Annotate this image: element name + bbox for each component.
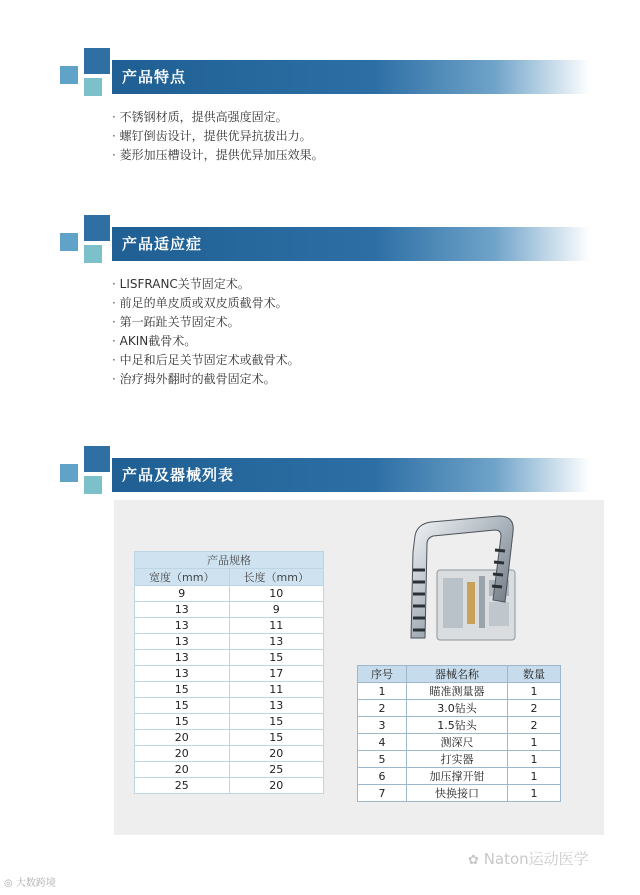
tools-header-index: 序号 bbox=[358, 666, 407, 683]
table-cell: 1 bbox=[508, 734, 561, 751]
wechat-icon: ✿ bbox=[468, 853, 479, 868]
table-cell: 20 bbox=[135, 762, 230, 778]
table-row bbox=[135, 778, 324, 794]
table-row bbox=[135, 746, 324, 762]
table-cell: 13 bbox=[135, 602, 230, 618]
table-cell: 13 bbox=[135, 650, 230, 666]
table-row bbox=[135, 682, 324, 698]
table-cell: 2 bbox=[508, 700, 561, 717]
table-cell: 加压撑开钳 bbox=[407, 768, 508, 785]
table-row bbox=[358, 768, 561, 785]
table-row bbox=[358, 751, 561, 768]
table-cell: 1.5钻头 bbox=[407, 717, 508, 734]
table-cell: 13 bbox=[229, 698, 324, 714]
table-cell: 15 bbox=[229, 650, 324, 666]
table-cell: 13 bbox=[135, 634, 230, 650]
list-item: · AKIN截骨术。 bbox=[112, 332, 300, 351]
table-cell: 9 bbox=[135, 586, 230, 602]
corner-logo bbox=[4, 874, 56, 889]
table-row bbox=[135, 714, 324, 730]
table-row bbox=[135, 730, 324, 746]
section-title: 产品特点 bbox=[122, 68, 187, 86]
table-cell: 3 bbox=[358, 717, 407, 734]
table-row bbox=[135, 762, 324, 778]
spec-table-title: 产品规格 bbox=[135, 552, 324, 569]
table-row bbox=[358, 785, 561, 802]
table-cell: 20 bbox=[229, 746, 324, 762]
table-cell: 10 bbox=[229, 586, 324, 602]
section-decoration bbox=[60, 215, 112, 267]
table-cell: 17 bbox=[229, 666, 324, 682]
section-decoration bbox=[60, 48, 112, 100]
table-cell: 4 bbox=[358, 734, 407, 751]
table-cell: 15 bbox=[229, 730, 324, 746]
table-cell: 2 bbox=[508, 717, 561, 734]
table-row bbox=[358, 734, 561, 751]
tools-header-name: 器械名称 bbox=[407, 666, 508, 683]
table-row bbox=[135, 666, 324, 682]
table-cell: 1 bbox=[508, 683, 561, 700]
table-cell: 15 bbox=[229, 714, 324, 730]
table-cell: 5 bbox=[358, 751, 407, 768]
table-cell: 15 bbox=[135, 682, 230, 698]
table-cell: 13 bbox=[229, 634, 324, 650]
table-cell: 快换接口 bbox=[407, 785, 508, 802]
table-cell: 20 bbox=[135, 730, 230, 746]
table-cell: 15 bbox=[135, 698, 230, 714]
watermark-text: Naton运动医学 bbox=[483, 850, 589, 868]
section-title: 产品适应症 bbox=[122, 235, 203, 253]
staple-product-image bbox=[395, 510, 545, 650]
section-header-band bbox=[112, 60, 590, 94]
table-cell: 1 bbox=[508, 768, 561, 785]
watermark bbox=[468, 848, 589, 869]
table-cell: 15 bbox=[135, 714, 230, 730]
table-row bbox=[135, 586, 324, 602]
table-cell: 1 bbox=[508, 785, 561, 802]
list-item: · 中足和后足关节固定术或截骨术。 bbox=[112, 351, 300, 370]
table-cell: 25 bbox=[135, 778, 230, 794]
table-cell: 11 bbox=[229, 618, 324, 634]
table-row bbox=[135, 650, 324, 666]
table-cell: 13 bbox=[135, 618, 230, 634]
table-row bbox=[135, 618, 324, 634]
features-list bbox=[112, 108, 324, 165]
list-item: · 第一跖趾关节固定术。 bbox=[112, 313, 300, 332]
section-header-band bbox=[112, 227, 590, 261]
list-item: · 菱形加压槽设计，提供优异加压效果。 bbox=[112, 146, 324, 165]
table-cell: 11 bbox=[229, 682, 324, 698]
table-cell: 25 bbox=[229, 762, 324, 778]
list-item: · LISFRANC关节固定术。 bbox=[112, 275, 300, 294]
list-item: · 前足的单皮质或双皮质截骨术。 bbox=[112, 294, 300, 313]
table-cell: 1 bbox=[508, 751, 561, 768]
table-cell: 6 bbox=[358, 768, 407, 785]
table-row bbox=[358, 700, 561, 717]
table-row bbox=[358, 717, 561, 734]
table-row bbox=[135, 602, 324, 618]
table-cell: 9 bbox=[229, 602, 324, 618]
table-cell: 20 bbox=[229, 778, 324, 794]
table-cell: 测深尺 bbox=[407, 734, 508, 751]
table-cell: 20 bbox=[135, 746, 230, 762]
instruments-table bbox=[357, 665, 561, 802]
table-row bbox=[135, 698, 324, 714]
list-item: · 不锈钢材质，提供高强度固定。 bbox=[112, 108, 324, 127]
spec-header-length: 长度（mm） bbox=[229, 569, 324, 586]
table-row bbox=[135, 634, 324, 650]
table-cell: 打实器 bbox=[407, 751, 508, 768]
table-cell: 1 bbox=[358, 683, 407, 700]
table-cell: 3.0钻头 bbox=[407, 700, 508, 717]
corner-logo-text: 大数跨境 bbox=[15, 878, 56, 889]
table-cell: 13 bbox=[135, 666, 230, 682]
spec-header-width: 宽度（mm） bbox=[135, 569, 230, 586]
section-title: 产品及器械列表 bbox=[122, 466, 235, 484]
list-item: · 螺钉倒齿设计，提供优异抗拔出力。 bbox=[112, 127, 324, 146]
table-cell: 瞄准测量器 bbox=[407, 683, 508, 700]
spec-table bbox=[134, 551, 324, 794]
table-cell: 7 bbox=[358, 785, 407, 802]
table-row bbox=[358, 683, 561, 700]
weibo-icon: ◎ bbox=[4, 878, 13, 889]
tools-header-qty: 数量 bbox=[508, 666, 561, 683]
section-header-band bbox=[112, 458, 590, 492]
list-item: · 治疗拇外翻时的截骨固定术。 bbox=[112, 370, 300, 389]
indications-list bbox=[112, 275, 300, 389]
table-cell: 2 bbox=[358, 700, 407, 717]
section-decoration bbox=[60, 446, 112, 498]
